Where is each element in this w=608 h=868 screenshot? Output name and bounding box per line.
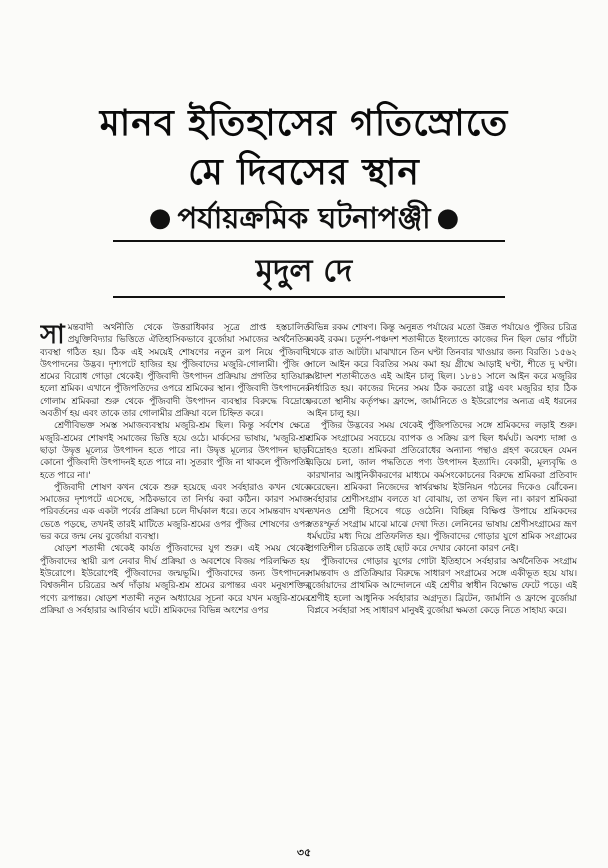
subtitle bbox=[0, 196, 608, 245]
article-column-left bbox=[40, 322, 310, 832]
author-name: মৃদুল দে bbox=[255, 253, 353, 289]
title-line-2: মে দিবসের স্থান bbox=[188, 152, 420, 193]
paragraph: পুঁজির উদ্ভবের সময় থেকেই পুঁজিপতিদের সঙ্গে শ্রমিকদের লড়াই শুরু। শ্রমিক সংগ্রামের সবচেয়ে ব্যাপক ও সক্রিয় রূপ ছিল ধর্মঘট। অবশ্য দাঙ্গা ও বিদ্রোহও হতো। শ্রমিকরা প্রতিরোধের অন্যান্য পন্থাও গ্রহণ করেছেন যেমন এড়িয়ে চলা, জাল পদ্ধতিতে পণ্য উৎপাদন ইত্যাদি। বেকারী, মূল্যবৃদ্ধি ও কারখানার আধুনিকীকরণের মাধ্যমে কর্মসংকোচনের বিরুদ্ধে শ্রমিকরা প্রতিবাদ করেছেন। শ্রমিকরা নিজেদের স্বার্থরক্ষায় ইউনিয়ন গঠনের দিকেও ঝোঁকেন। সর্বহারার শ্রেণীসংগ্রাম বলতে যা বোঝায়, তা তখন ছিল না। কারণ শ্রমিকরা তখনও শ্রেণী হিসেবে গড়ে ওঠেনি। বিচ্ছিন্ন বিক্ষিপ্ত উপায়ে শ্রমিকদের স্বতঃস্ফূর্ত সংগ্রাম মাঝে মাঝে দেখা দিত। লেনিনের ভাষায় শ্রেণীসংগ্রামের ভ্রূণ ধর্মঘটের মধ্য দিয়ে প্রতিফলিত হয়। পুঁজিবাদের গোড়ার যুগে শ্রমিক সংগ্রামের প্রগতিশীল চরিত্রকে তাই ছোট করে দেখার কোনো কারণ নেই। bbox=[307, 421, 577, 555]
paragraph: ষোড়শ শতাব্দী থেকেই কার্যত পুঁজিবাদের যুগ শুরু। এই সময় থেকেই পুঁজিবাদের স্থায়ী রূপ নেবার দীর্ঘ প্রক্রিয়া ও অবশেষে বিজয় পরিলক্ষিত হয় ইউরোপে। ইউরোপেই পুঁজিবাদের জন্মভূমি। পুঁজিবাদের জন্য উৎপাদনের বিশ্বজনীন চরিত্রের অর্থ দাঁড়ায় মজুরি-শ্রম শ্রমের রূপান্তর এবং মনুষ্যশক্তির পণ্যে রূপান্তর। ষোড়শ শতাব্দী নতুন অধ্যায়ের সূচনা করে যখন মজুরি-শ্রমের প্রক্রিয়া ও সর্বহারার আবির্ভাব ঘটে। শ্রমিকদের বিভিন্ন অংশের ওপর bbox=[40, 544, 310, 616]
drop-cap: সা bbox=[40, 322, 65, 350]
subtitle-text: পর্যায়ক্রমিক ঘটনাপঞ্জী bbox=[177, 201, 431, 235]
paragraph: বিভিন্ন রকম শোষণ। কিন্তু অনুন্নত পর্যায়ের মতো উন্নত পর্যায়েও পুঁজির চরিত্র একই রকম। চতুর্দশ-পঞ্চদশ শতাব্দীতে ইংল্যান্ডে কাজের দিন ছিল ভোর পাঁচটা থেকে রাত আটটা। মাঝখানে তিন ঘণ্টা তিনবার খাওয়ার জন্য বিরতি। ১৫৬২ সালে আইন করে বিরতির সময় কমা হয় গ্রীষ্মে আড়াই ঘণ্টা, শীতে দু ঘণ্টা। অষ্টাদশ শতাব্দীতেও এই আইন চালু ছিল। ১৮৪১ সালে আইন করে মজুরির নির্ধারিত হয়। কাজের দিনের সময় ঠিক করতো রাষ্ট্র এবং মজুরির হার ঠিক করতো স্থানীয় কর্তৃপক্ষ। ফ্রান্সে, জার্মানিতে ও ইউরোপের অন্যত্র এই ধরনের আইন চালু হয়। bbox=[307, 323, 577, 420]
page-number: ৩৫ bbox=[296, 846, 312, 859]
paragraph: সামন্তবাদী অর্থনীতি থেকে উত্তরাধিকার সূত্রে প্রাপ্ত হস্তচালিত প্রযুক্তিবিদ্যার ভিত্তিতে ঐতিহাসিকভাবে বুর্জোয়া সমাজের অর্থনৈতিক ব্যবস্থা গঠিত হয়। ঠিক এই সময়েই শোষণের নতুন রূপ নিয়ে পুঁজিবাদী উৎপাদনের উদ্ভব। দৃশ্যপটে হাজির হয় পুঁজিবাদের মজুরি-গোলামী। পুঁজি ও শ্রমের বিরোধ গোড়া থেকেই। পুঁজিবাদী উৎপাদন প্রক্রিয়ায় প্রগতির হাতিয়ার হলো শ্রমিক। এখানে পুঁজিপতিদের ওপরে শ্রমিকের স্থান। পুঁজিবাদী উৎপাদনের গোলাম শ্রমিকরা শুরু থেকে পুঁজিবাদী উৎপাদন ব্যবস্থার বিরুদ্ধে বিদ্রোহে অবতীর্ণ হয় এবং তাকে তার গোলামীর প্রক্রিয়া বলে চিহ্নিত করে। bbox=[40, 322, 310, 420]
paragraph: পুঁজিবাদী শোষণ কখন থেকে শুরু হয়েছে এবং সর্বহারাও কখন থেকে সমাজের দৃশ্যপটে এসেছে, সঠিকভাবে তা নির্ণয় করা কঠিন। কারণ সমাজ পরিবর্তনের এক একটা পর্বের প্রক্রিয়া চলে দীর্ঘকাল ধরে। তবে সামন্তবাদ যখন ভেঙে পড়ছে, তখনই তারই মাটিতে মজুরি-শ্রমের ওপর পুঁজির শোষণের ওপর ভর করে জন্ম নেয় বুর্জোয়া ব্যবস্থা। bbox=[40, 482, 310, 543]
title-line-1: মানব ইতিহাসের গতিস্রোতে bbox=[99, 103, 509, 144]
divider-top bbox=[113, 240, 505, 242]
paragraph: শ্রেণীবিভক্ত সমস্ত সমাজব্যবস্থায় মজুরি-শ্রম ছিল। কিন্তু সর্বশেষ ক্ষেত্রে মজুরি-শ্রমের শোষণই সমাজের ভিত্তি হয়ে ওঠে। মার্কসের ভাষায়, 'মজুরি-শ্রম ছাড়া উদ্বৃত্ত মূল্যের উৎপাদন হতে পারে না। উদ্বৃত্ত মূল্যের উৎপাদন ছাড়া কোনো পুঁজিবাদী উৎপাদনই হতে পারে না। সুতরাং পুঁজি না থাকলে পুঁজিপতিই হতে পারে না।' bbox=[40, 421, 310, 481]
bullet-right-icon: ● bbox=[436, 203, 460, 233]
bullet-left-icon: ● bbox=[148, 203, 172, 233]
paragraph: পুঁজিবাদের গোড়ার যুগের গোটা ইতিহাসে সর্বহারার অর্থনৈতিক সংগ্রাম সামন্তবাদ ও প্রতিক্রিয়ার বিরুদ্ধে সাধারণ সংগ্রামের সঙ্গে একীভূত হয়ে যায়। বুর্জোয়াদের প্রাথমিক আন্দোলনে এই শ্রেণীর স্বাধীন বিক্ষোভ ফেটে পড়ে। এই শ্রেণীই হলো আধুনিক সর্বহারার অগ্রদূত। ব্রিটেন, জার্মানি ও ফ্রান্সে বুর্জোয়া বিপ্লবে সর্বহারা সহ সাধারণ মানুষই বুর্জোয়া ক্ষমতা কেড়ে নিতে সাহায্য করে। bbox=[307, 556, 577, 616]
article-column-right bbox=[307, 322, 577, 832]
divider-bottom bbox=[113, 296, 505, 298]
